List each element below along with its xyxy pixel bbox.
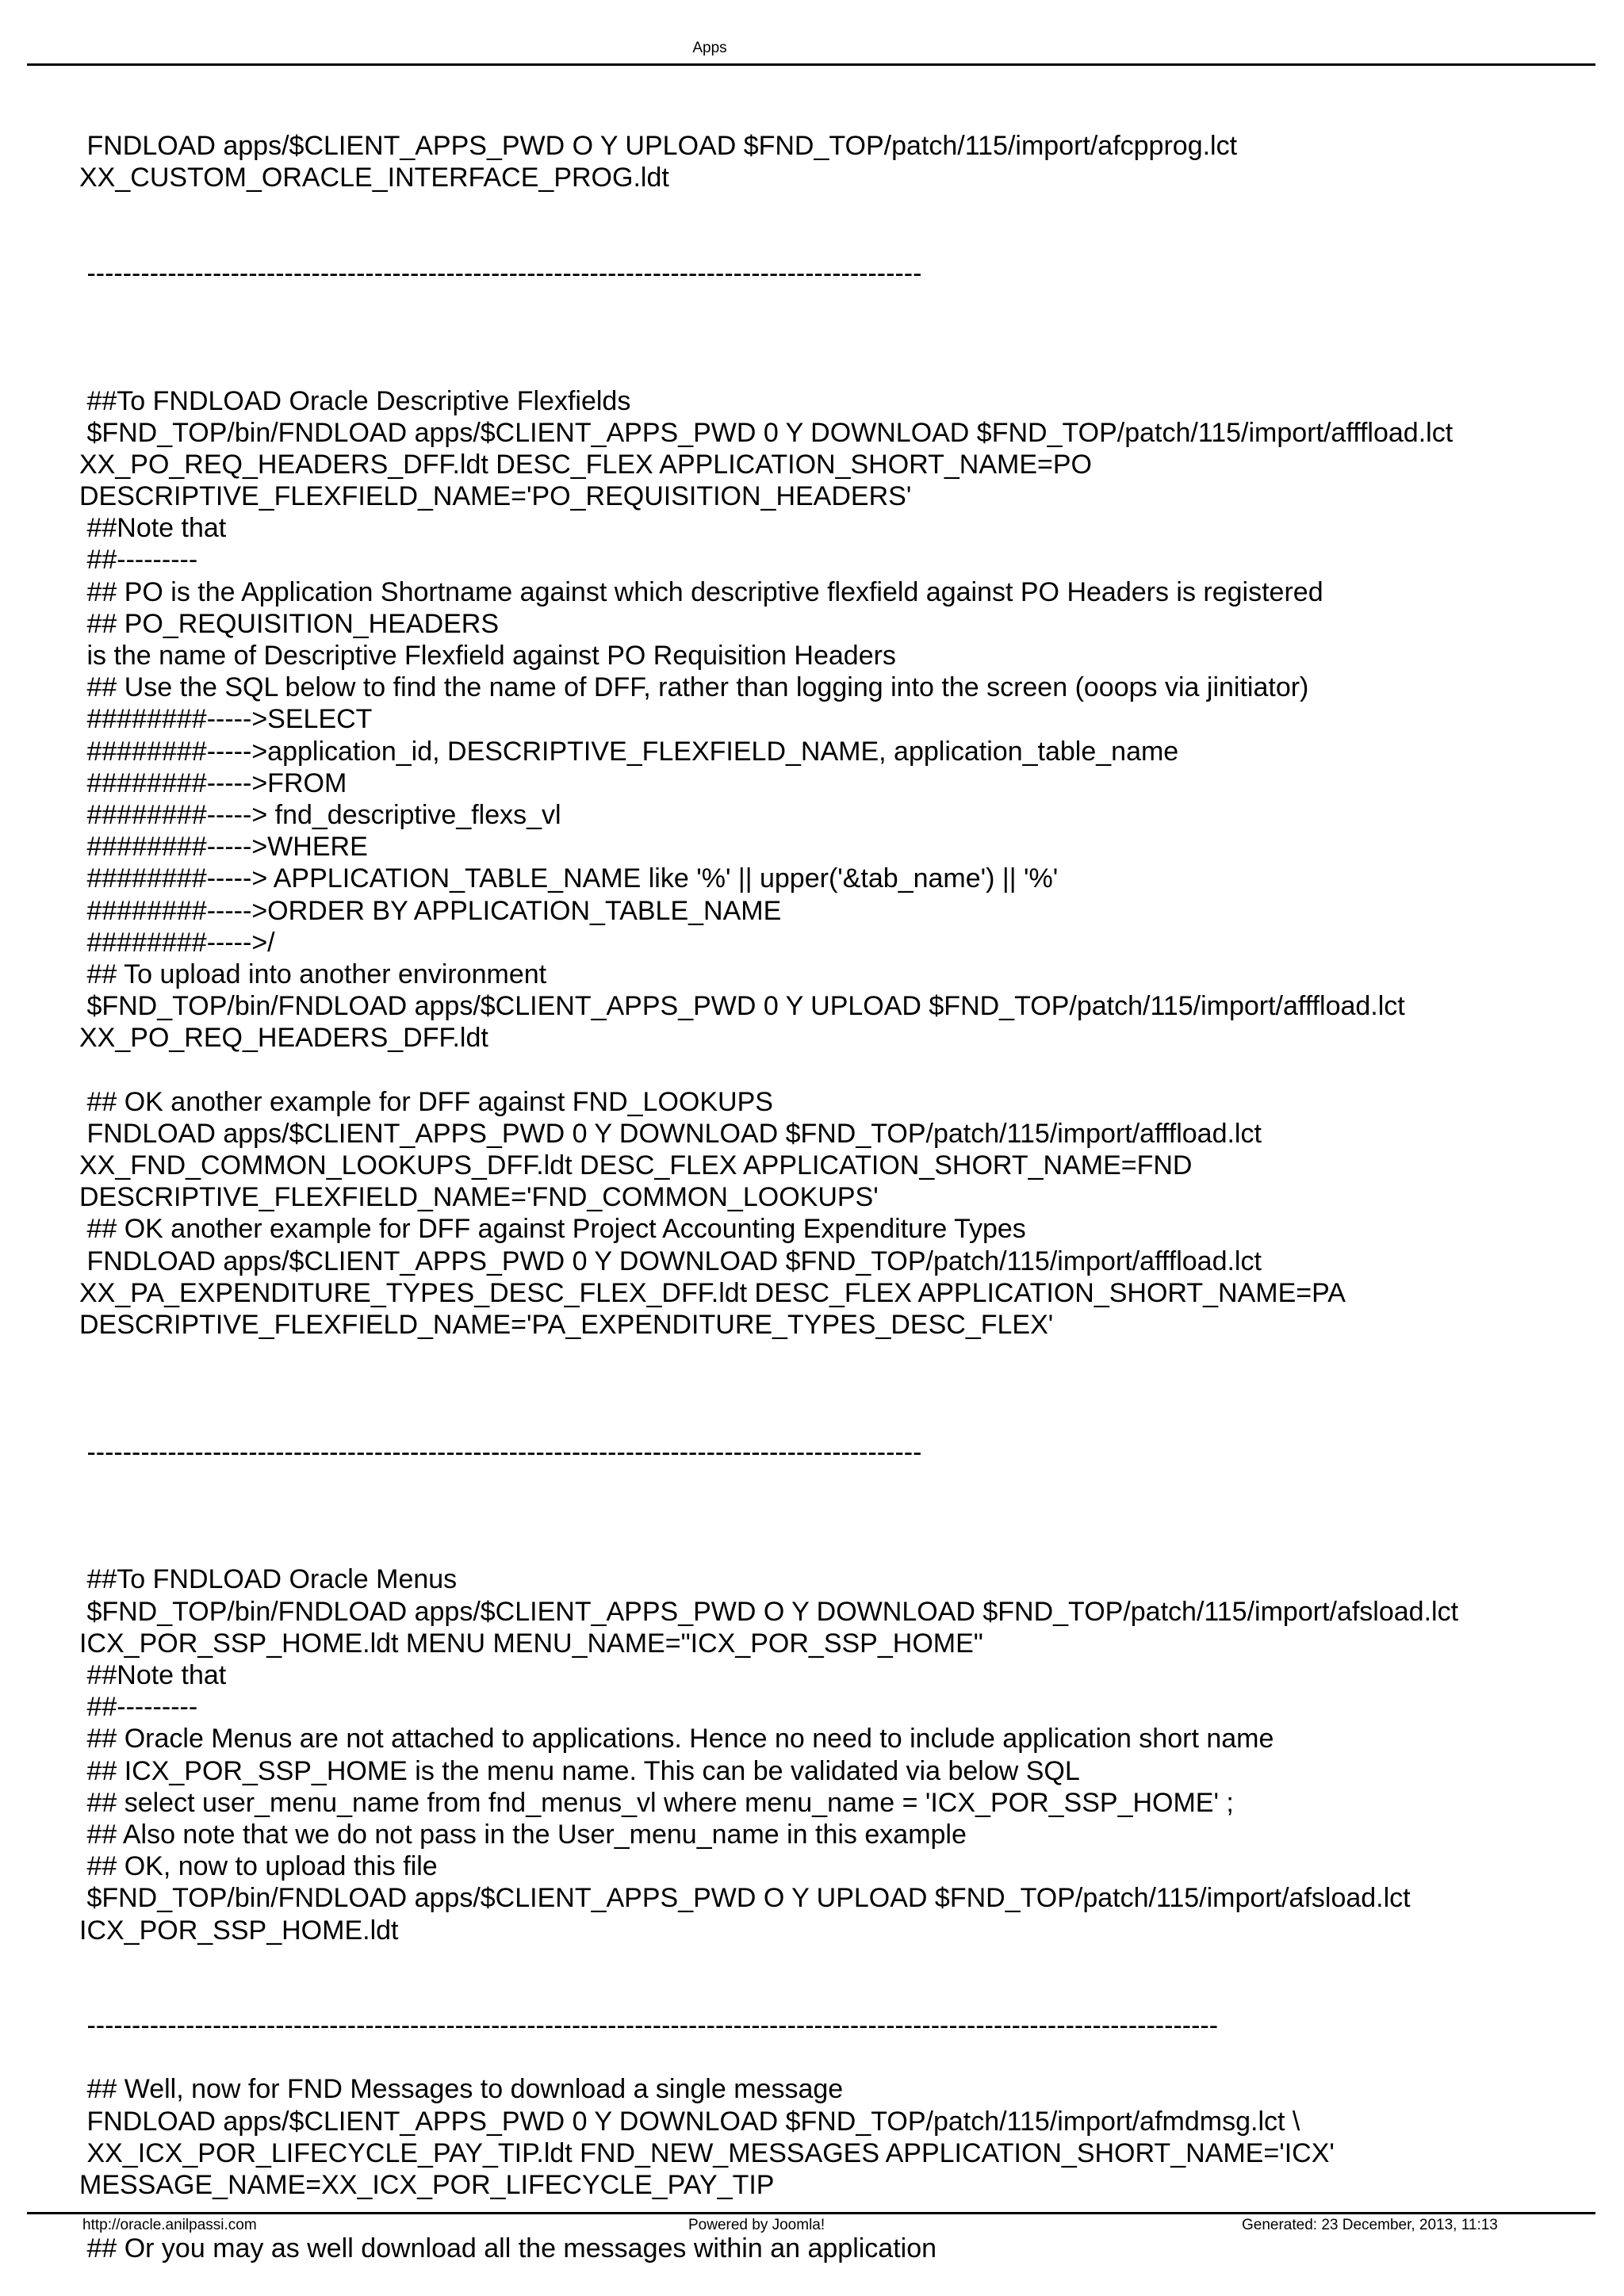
body-line: ICX_POR_SSP_HOME.ldt — [79, 1915, 399, 1946]
body-line: FNDLOAD apps/$CLIENT_APPS_PWD 0 Y DOWNLOAD $FND_TOP/patch/115/import/afmdmsg.lct \ — [79, 2106, 1300, 2137]
footer-rule — [27, 2212, 1595, 2214]
body-line: XX_ICX_POR_LIFECYCLE_PAY_TIP.ldt FND_NEW_MESSAGES APPLICATION_SHORT_NAME='ICX' — [79, 2137, 1335, 2168]
body-line: $FND_TOP/bin/FNDLOAD apps/$CLIENT_APPS_PWD O Y UPLOAD $FND_TOP/patch/115/import/afsload.lct — [79, 1883, 1411, 1914]
body-line: ########-----> APPLICATION_TABLE_NAME like '%' || upper('&tab_name') || '%' — [79, 863, 1059, 894]
body-line: ## OK another example for DFF against FND_LOOKUPS — [79, 1086, 773, 1117]
body-line: ##--------- — [79, 1692, 198, 1723]
body-line: ########----->FROM — [79, 767, 347, 798]
document-body — [79, 130, 1592, 2265]
body-line: DESCRIPTIVE_FLEXFIELD_NAME='PA_EXPENDITURE_TYPES_DESC_FLEX' — [79, 1309, 1054, 1340]
body-line — [79, 1341, 1592, 1372]
body-line — [79, 193, 1592, 225]
body-line: ## PO_REQUISITION_HEADERS — [79, 608, 500, 639]
body-line: FNDLOAD apps/$CLIENT_APPS_PWD 0 Y DOWNLOAD $FND_TOP/patch/115/import/afffload.lct — [79, 1246, 1262, 1276]
footer-powered-by: Powered by Joomla! — [688, 2217, 825, 2233]
body-line — [79, 1468, 1592, 1500]
body-line: is the name of Descriptive Flexfield against PO Requisition Headers — [79, 641, 896, 671]
body-line: ## OK, now to upload this file — [79, 1851, 438, 1882]
body-line: ########-----> fnd_descriptive_flexs_vl — [79, 799, 561, 830]
body-line: ## ICX_POR_SSP_HOME is the menu name. This can be validated via below SQL — [79, 1755, 1080, 1786]
body-line: --------------------------------------------------------------------------------------------- — [79, 1437, 922, 1468]
body-line — [79, 2042, 1592, 2073]
body-line: ## Also note that we do not pass in the User_menu_name in this example — [79, 1819, 967, 1850]
body-line: ##To FNDLOAD Oracle Menus — [79, 1564, 458, 1595]
body-line: XX_PO_REQ_HEADERS_DFF.ldt DESC_FLEX APPLICATION_SHORT_NAME=PO — [79, 449, 1092, 480]
body-line: ## Use the SQL below to find the name of DFF, rather than logging into the screen (ooops via jinitiator) — [79, 672, 1309, 703]
body-line: ## To upload into another environment — [79, 959, 547, 989]
body-line: XX_FND_COMMON_LOOKUPS_DFF.ldt DESC_FLEX APPLICATION_SHORT_NAME=FND — [79, 1150, 1193, 1181]
body-line: ## Oracle Menus are not attached to applications. Hence no need to include application short name — [79, 1724, 1274, 1755]
body-line: ICX_POR_SSP_HOME.ldt MENU MENU_NAME="ICX_POR_SSP_HOME" — [79, 1628, 983, 1659]
body-line: $FND_TOP/bin/FNDLOAD apps/$CLIENT_APPS_PWD 0 Y UPLOAD $FND_TOP/patch/115/import/afffload.lct — [79, 991, 1405, 1022]
body-line — [79, 1054, 1592, 1085]
body-line: ## PO is the Application Shortname against which descriptive flexfield against PO Headers is registered — [79, 576, 1323, 607]
body-line: ########----->WHERE — [79, 832, 368, 863]
footer-generated-date: Generated: 23 December, 2013, 11:13 — [1242, 2217, 1498, 2233]
body-line — [79, 1372, 1592, 1404]
body-line: XX_PO_REQ_HEADERS_DFF.ldt — [79, 1023, 488, 1054]
body-line: FNDLOAD apps/$CLIENT_APPS_PWD 0 Y DOWNLOAD $FND_TOP/patch/115/import/afffload.lct — [79, 1118, 1262, 1149]
body-line: ## Or you may as well download all the messages within an application — [79, 2233, 937, 2264]
body-line: DESCRIPTIVE_FLEXFIELD_NAME='PO_REQUISITION_HEADERS' — [79, 481, 912, 512]
body-line: ##To FNDLOAD Oracle Descriptive Flexfields — [79, 385, 631, 416]
body-line: XX_PA_EXPENDITURE_TYPES_DESC_FLEX_DFF.ldt DESC_FLEX APPLICATION_SHORT_NAME=PA — [79, 1277, 1346, 1308]
footer-site-url: http://oracle.anilpassi.com — [82, 2217, 257, 2233]
body-line: MESSAGE_NAME=XX_ICX_POR_LIFECYCLE_PAY_TIP — [79, 2170, 775, 2200]
page-header-title: Apps — [692, 40, 727, 56]
body-line: ------------------------------------------------------------------------------------------------------------------------------ — [79, 2011, 1219, 2042]
body-line: ## Well, now for FND Messages to download a single message — [79, 2074, 844, 2105]
body-line: ## select user_menu_name from fnd_menus_vl where menu_name = 'ICX_POR_SSP_HOME' ; — [79, 1787, 1234, 1818]
body-line: ########----->SELECT — [79, 704, 373, 735]
body-line: ## OK another example for DFF against Project Accounting Expenditure Types — [79, 1214, 1026, 1245]
body-line: --------------------------------------------------------------------------------------------- — [79, 258, 922, 289]
body-line — [79, 1532, 1592, 1563]
body-line: FNDLOAD apps/$CLIENT_APPS_PWD O Y UPLOAD $FND_TOP/patch/115/import/afcpprog.lct — [79, 131, 1238, 161]
body-line: ########----->application_id, DESCRIPTIVE_FLEXFIELD_NAME, application_table_name — [79, 736, 1179, 767]
body-line: $FND_TOP/bin/FNDLOAD apps/$CLIENT_APPS_PWD 0 Y DOWNLOAD $FND_TOP/patch/115/import/afffload.lct — [79, 417, 1454, 448]
body-line: $FND_TOP/bin/FNDLOAD apps/$CLIENT_APPS_PWD O Y DOWNLOAD $FND_TOP/patch/115/import/afsload.lct — [79, 1596, 1459, 1627]
body-line — [79, 353, 1592, 385]
body-line — [79, 289, 1592, 321]
body-line — [79, 1978, 1592, 2010]
body-line — [79, 226, 1592, 258]
body-line — [79, 321, 1592, 353]
body-line — [79, 1946, 1592, 1978]
body-line: ##--------- — [79, 545, 198, 576]
body-line: ##Note that — [79, 513, 227, 544]
body-line: ########----->ORDER BY APPLICATION_TABLE_NAME — [79, 895, 782, 926]
body-line — [79, 1405, 1592, 1437]
body-line — [79, 1500, 1592, 1532]
body-line: DESCRIPTIVE_FLEXFIELD_NAME='FND_COMMON_LOOKUPS' — [79, 1182, 879, 1213]
body-line: XX_CUSTOM_ORACLE_INTERFACE_PROG.ldt — [79, 163, 669, 193]
body-line: ##Note that — [79, 1660, 227, 1690]
header-rule — [27, 63, 1595, 66]
body-line: ########----->/ — [79, 927, 275, 958]
